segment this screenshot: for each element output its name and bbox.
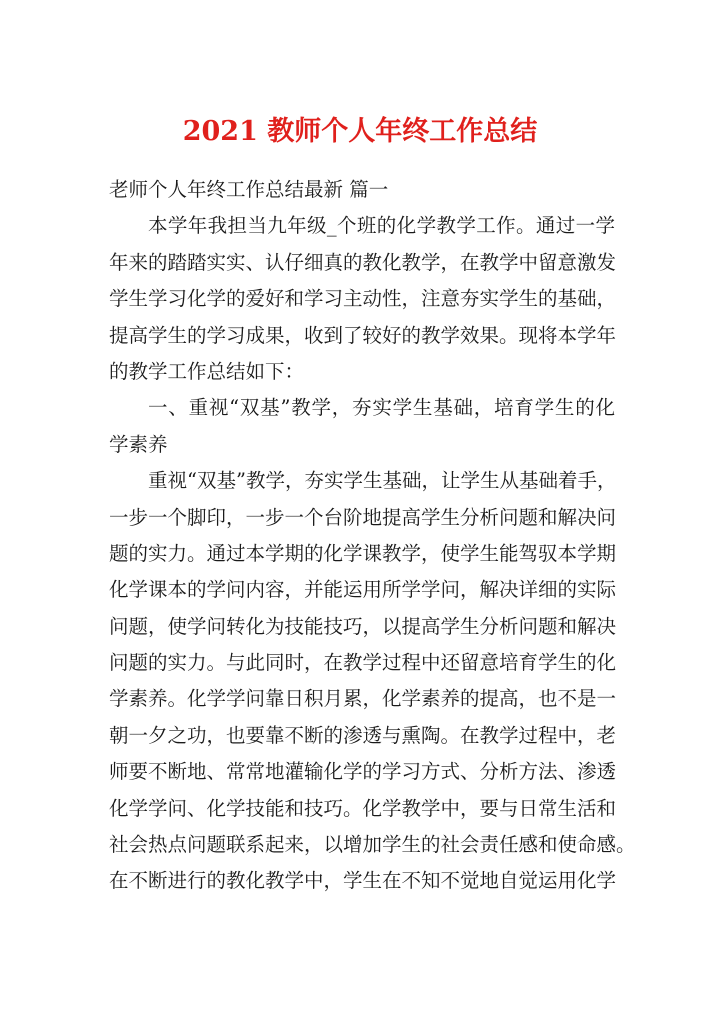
- section-heading-line: 一、重视“双基”教学，夯实学生基础，培育学生的化: [148, 396, 615, 420]
- paragraph-line: 学素养。化学学问靠日积月累，化学素养的提高，也不是一: [109, 687, 617, 711]
- paragraph-line: 化学课本的学问内容，并能运用所学学问，解决详细的实际: [109, 578, 617, 602]
- paragraph-line: 学生学习化学的爱好和学习主动性，注意夯实学生的基础，: [109, 287, 617, 311]
- section-heading-line: 学素养: [109, 432, 168, 456]
- paragraph-line: 提高学生的学习成果，收到了较好的教学效果。现将本学年: [109, 323, 617, 347]
- paragraph-line: 问题的实力。与此同时，在教学过程中还留意培育学生的化: [109, 651, 617, 675]
- paragraph-line: 年来的踏踏实实、认仔细真的教化教学，在教学中留意激发: [109, 250, 617, 274]
- paragraph-line: 社会热点问题联系起来，以增加学生的社会责任感和使命感。: [109, 833, 636, 857]
- section-subtitle: 老师个人年终工作总结最新 篇一: [109, 178, 389, 201]
- document-title: 2021 教师个人年终工作总结: [182, 116, 538, 147]
- paragraph-line: 的教学工作总结如下：: [109, 359, 305, 383]
- paragraph-line: 重视“双基”教学，夯实学生基础，让学生从基础着手，: [148, 469, 617, 493]
- paragraph-line: 在不断进行的教化教学中，学生在不知不觉地自觉运用化学: [109, 869, 617, 893]
- paragraph-line: 朝一夕之功，也要靠不断的渗透与熏陶。在教学过程中，老: [109, 723, 617, 747]
- paragraph-line: 化学学问、化学技能和技巧。化学教学中，要与日常生活和: [109, 796, 617, 820]
- paragraph-line: 一步一个脚印，一步一个台阶地提高学生分析问题和解决问: [109, 505, 617, 529]
- paragraph-line: 题的实力。通过本学期的化学课教学，使学生能驾驭本学期: [109, 541, 617, 565]
- paragraph-line: 问题，使学问转化为技能技巧，以提高学生分析问题和解决: [109, 614, 617, 638]
- paragraph-line: 本学年我担当九年级_个班的化学教学工作。通过一学: [148, 214, 615, 238]
- document-body: [109, 172, 636, 900]
- paragraph-line: 师要不断地、常常地灌输化学的学习方式、分析方法、渗透: [109, 760, 617, 784]
